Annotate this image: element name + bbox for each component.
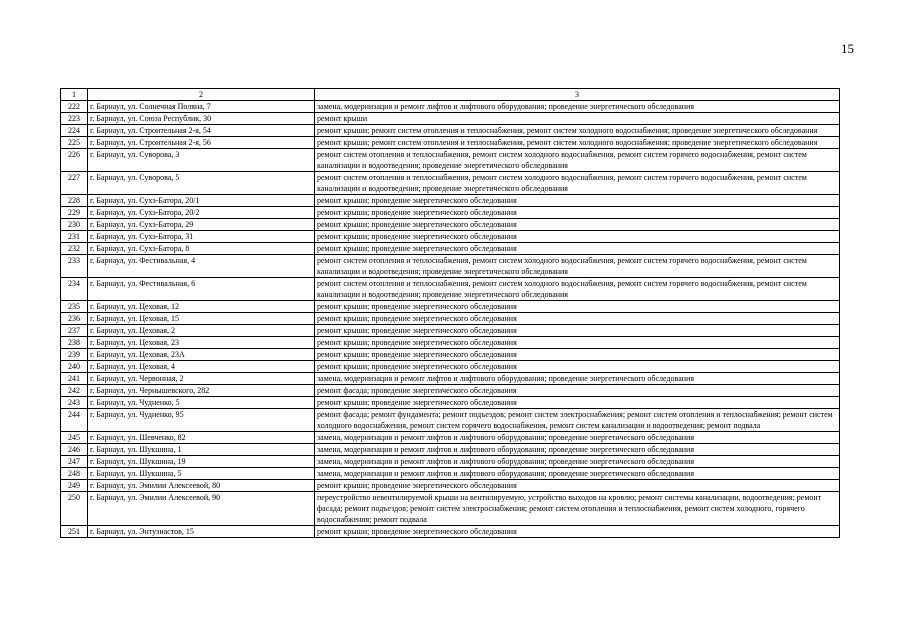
address-cell: г. Барнаул, ул. Сухэ-Батора, 20/2 bbox=[88, 207, 315, 219]
works-cell: ремонт фасада; ремонт фундамента; ремонт подъездов; ремонт систем электроснабжения; ремонт систем отопления и теплоснабжения; ремонт систем холодного водоснабжения, ремонт систем горячего водоснабжения, ремонт систем канализации и водоотведения; ремонт подвала bbox=[315, 409, 840, 432]
row-number-cell: 238 bbox=[61, 337, 88, 349]
works-cell: ремонт систем отопления и теплоснабжения, ремонт систем холодного водоснабжения, ремонт систем горячего водоснабжения, ремонт систем канализации и водоотведения; проведение энергетического обследования bbox=[315, 149, 840, 172]
table-row bbox=[61, 397, 840, 409]
table-row bbox=[61, 172, 840, 195]
column-header-2: 2 bbox=[88, 89, 315, 101]
table-row bbox=[61, 243, 840, 255]
table-row bbox=[61, 113, 840, 125]
table-row bbox=[61, 149, 840, 172]
table-row bbox=[61, 101, 840, 113]
address-cell: г. Барнаул, ул. Суворова, 3 bbox=[88, 149, 315, 172]
address-cell: г. Барнаул, ул. Цеховая, 15 bbox=[88, 313, 315, 325]
row-number-cell: 241 bbox=[61, 373, 88, 385]
row-number-cell: 245 bbox=[61, 432, 88, 444]
column-header-3: 3 bbox=[315, 89, 840, 101]
address-cell: г. Барнаул, ул. Энтузиастов, 15 bbox=[88, 526, 315, 538]
row-number-cell: 242 bbox=[61, 385, 88, 397]
row-number-cell: 234 bbox=[61, 278, 88, 301]
works-cell: ремонт крыши; проведение энергетического обследования bbox=[315, 526, 840, 538]
address-cell: г. Барнаул, ул. Червонная, 2 bbox=[88, 373, 315, 385]
row-number-cell: 233 bbox=[61, 255, 88, 278]
address-cell: г. Барнаул, ул. Шукшина, 19 bbox=[88, 456, 315, 468]
works-cell: ремонт крыши; проведение энергетического обследования bbox=[315, 207, 840, 219]
works-cell: ремонт крыши; проведение энергетического обследования bbox=[315, 397, 840, 409]
works-cell: ремонт крыши; проведение энергетического обследования bbox=[315, 480, 840, 492]
works-cell: замена, модернизация и ремонт лифтов и лифтового оборудования; проведение энергетического обследования bbox=[315, 432, 840, 444]
address-cell: г. Барнаул, ул. Цеховая, 23А bbox=[88, 349, 315, 361]
works-cell: ремонт крыши; проведение энергетического обследования bbox=[315, 313, 840, 325]
address-cell: г. Барнаул, ул. Чернышевского, 282 bbox=[88, 385, 315, 397]
address-cell: г. Барнаул, ул. Строительная 2-я, 54 bbox=[88, 125, 315, 137]
row-number-cell: 222 bbox=[61, 101, 88, 113]
row-number-cell: 226 bbox=[61, 149, 88, 172]
row-number-cell: 227 bbox=[61, 172, 88, 195]
row-number-cell: 249 bbox=[61, 480, 88, 492]
table-row bbox=[61, 444, 840, 456]
address-cell: г. Барнаул, ул. Сухэ-Батора, 20/1 bbox=[88, 195, 315, 207]
row-number-cell: 246 bbox=[61, 444, 88, 456]
row-number-cell: 230 bbox=[61, 219, 88, 231]
table-row bbox=[61, 526, 840, 538]
table-row bbox=[61, 432, 840, 444]
row-number-cell: 223 bbox=[61, 113, 88, 125]
address-cell: г. Барнаул, ул. Фестивальная, 4 bbox=[88, 255, 315, 278]
address-cell: г. Барнаул, ул. Сухэ-Батора, 31 bbox=[88, 231, 315, 243]
table-row bbox=[61, 255, 840, 278]
row-number-cell: 231 bbox=[61, 231, 88, 243]
table-row bbox=[61, 301, 840, 313]
address-cell: г. Барнаул, ул. Сухэ-Батора, 8 bbox=[88, 243, 315, 255]
works-cell: замена, модернизация и ремонт лифтов и лифтового оборудования; проведение энергетического обследования bbox=[315, 444, 840, 456]
row-number-cell: 247 bbox=[61, 456, 88, 468]
works-cell: ремонт крыши; ремонт систем отопления и теплоснабжения, ремонт систем холодного водоснабжения; проведение энергетического обследования bbox=[315, 125, 840, 137]
works-cell: замена, модернизация и ремонт лифтов и лифтового оборудования; проведение энергетического обследования bbox=[315, 468, 840, 480]
table-row bbox=[61, 313, 840, 325]
address-cell: г. Барнаул, ул. Чудненко, 95 bbox=[88, 409, 315, 432]
table-row bbox=[61, 349, 840, 361]
address-cell: г. Барнаул, ул. Цеховая, 23 bbox=[88, 337, 315, 349]
table-row bbox=[61, 361, 840, 373]
table-row bbox=[61, 125, 840, 137]
works-cell: ремонт крыши; проведение энергетического обследования bbox=[315, 231, 840, 243]
address-cell: г. Барнаул, ул. Цеховая, 2 bbox=[88, 325, 315, 337]
row-number-cell: 225 bbox=[61, 137, 88, 149]
works-cell: ремонт крыши; проведение энергетического обследования bbox=[315, 361, 840, 373]
address-cell: г. Барнаул, ул. Шукшина, 5 bbox=[88, 468, 315, 480]
table-row bbox=[61, 373, 840, 385]
table-row bbox=[61, 480, 840, 492]
table-row bbox=[61, 385, 840, 397]
column-header-1: 1 bbox=[61, 89, 88, 101]
table-row bbox=[61, 468, 840, 480]
works-cell: ремонт крыши; проведение энергетического обследования bbox=[315, 243, 840, 255]
works-cell: ремонт крыши; проведение энергетического обследования bbox=[315, 195, 840, 207]
address-cell: г. Барнаул, ул. Шевченко, 82 bbox=[88, 432, 315, 444]
works-cell: замена, модернизация и ремонт лифтов и лифтового оборудования; проведение энергетического обследования bbox=[315, 101, 840, 113]
row-number-cell: 232 bbox=[61, 243, 88, 255]
row-number-cell: 244 bbox=[61, 409, 88, 432]
works-cell: ремонт фасада; проведение энергетического обследования bbox=[315, 385, 840, 397]
works-cell: ремонт крыши; проведение энергетического обследования bbox=[315, 325, 840, 337]
address-cell: г. Барнаул, ул. Суворова, 5 bbox=[88, 172, 315, 195]
works-cell: замена, модернизация и ремонт лифтов и лифтового оборудования; проведение энергетического обследования bbox=[315, 456, 840, 468]
row-number-cell: 237 bbox=[61, 325, 88, 337]
row-number-cell: 229 bbox=[61, 207, 88, 219]
table-row bbox=[61, 231, 840, 243]
works-cell: ремонт крыши; проведение энергетического обследования bbox=[315, 349, 840, 361]
table-row bbox=[61, 219, 840, 231]
row-number-cell: 248 bbox=[61, 468, 88, 480]
row-number-cell: 251 bbox=[61, 526, 88, 538]
table-row bbox=[61, 456, 840, 468]
row-number-cell: 224 bbox=[61, 125, 88, 137]
works-cell: переустройство невентилируемой крыши на вентилируемую, устройство выходов на кровлю; ремонт системы канализации, водоотведения; ремонт фасада; ремонт подъездов; ремонт систем электроснабжения; ремонт систем отопления и теплоснабжения, ремонт систем холодного, горячего водоснабжения; ремонт подвала bbox=[315, 492, 840, 526]
row-number-cell: 235 bbox=[61, 301, 88, 313]
row-number-cell: 243 bbox=[61, 397, 88, 409]
table-row bbox=[61, 207, 840, 219]
address-cell: г. Барнаул, ул. Чудненко, 5 bbox=[88, 397, 315, 409]
works-cell: ремонт крыши; проведение энергетического обследования bbox=[315, 301, 840, 313]
row-number-cell: 239 bbox=[61, 349, 88, 361]
address-cell: г. Барнаул, ул. Фестивальная, 6 bbox=[88, 278, 315, 301]
address-cell: г. Барнаул, ул. Цеховая, 4 bbox=[88, 361, 315, 373]
page-number: 15 bbox=[841, 41, 854, 56]
row-number-cell: 240 bbox=[61, 361, 88, 373]
table-row bbox=[61, 492, 840, 526]
table-row bbox=[61, 409, 840, 432]
address-cell: г. Барнаул, ул. Шукшина, 1 bbox=[88, 444, 315, 456]
works-cell: ремонт крыши bbox=[315, 113, 840, 125]
row-number-cell: 250 bbox=[61, 492, 88, 526]
address-cell: г. Барнаул, ул. Союза Республик, 30 bbox=[88, 113, 315, 125]
works-cell: ремонт систем отопления и теплоснабжения, ремонт систем холодного водоснабжения, ремонт систем горячего водоснабжения, ремонт систем канализации и водоотведения; проведение энергетического обследования bbox=[315, 255, 840, 278]
table-row bbox=[61, 325, 840, 337]
table-row bbox=[61, 137, 840, 149]
address-cell: г. Барнаул, ул. Сухэ-Батора, 29 bbox=[88, 219, 315, 231]
works-cell: ремонт крыши; проведение энергетического обследования bbox=[315, 337, 840, 349]
works-cell: замена, модернизация и ремонт лифтов и лифтового оборудования; проведение энергетического обследования bbox=[315, 373, 840, 385]
address-cell: г. Барнаул, ул. Солнечная Поляна, 7 bbox=[88, 101, 315, 113]
works-cell: ремонт систем отопления и теплоснабжения, ремонт систем холодного водоснабжения, ремонт систем горячего водоснабжения, ремонт систем канализации и водоотведения; проведение энергетического обследования bbox=[315, 172, 840, 195]
works-cell: ремонт систем отопления и теплоснабжения, ремонт систем холодного водоснабжения, ремонт систем горячего водоснабжения, ремонт систем канализации и водоотведения; проведение энергетического обследования bbox=[315, 278, 840, 301]
work-list-table bbox=[60, 88, 840, 538]
address-cell: г. Барнаул, ул. Эмилии Алексеевой, 80 bbox=[88, 480, 315, 492]
table-header-row bbox=[61, 89, 840, 101]
table-row bbox=[61, 195, 840, 207]
table-row bbox=[61, 337, 840, 349]
row-number-cell: 228 bbox=[61, 195, 88, 207]
row-number-cell: 236 bbox=[61, 313, 88, 325]
works-cell: ремонт крыши; проведение энергетического обследования bbox=[315, 219, 840, 231]
address-cell: г. Барнаул, ул. Эмилии Алексеевой, 90 bbox=[88, 492, 315, 526]
address-cell: г. Барнаул, ул. Цеховая, 12 bbox=[88, 301, 315, 313]
works-cell: ремонт крыши; ремонт систем отопления и теплоснабжения, ремонт систем холодного водоснабжения; проведение энергетического обследования bbox=[315, 137, 840, 149]
table-row bbox=[61, 278, 840, 301]
address-cell: г. Барнаул, ул. Строительная 2-я, 56 bbox=[88, 137, 315, 149]
